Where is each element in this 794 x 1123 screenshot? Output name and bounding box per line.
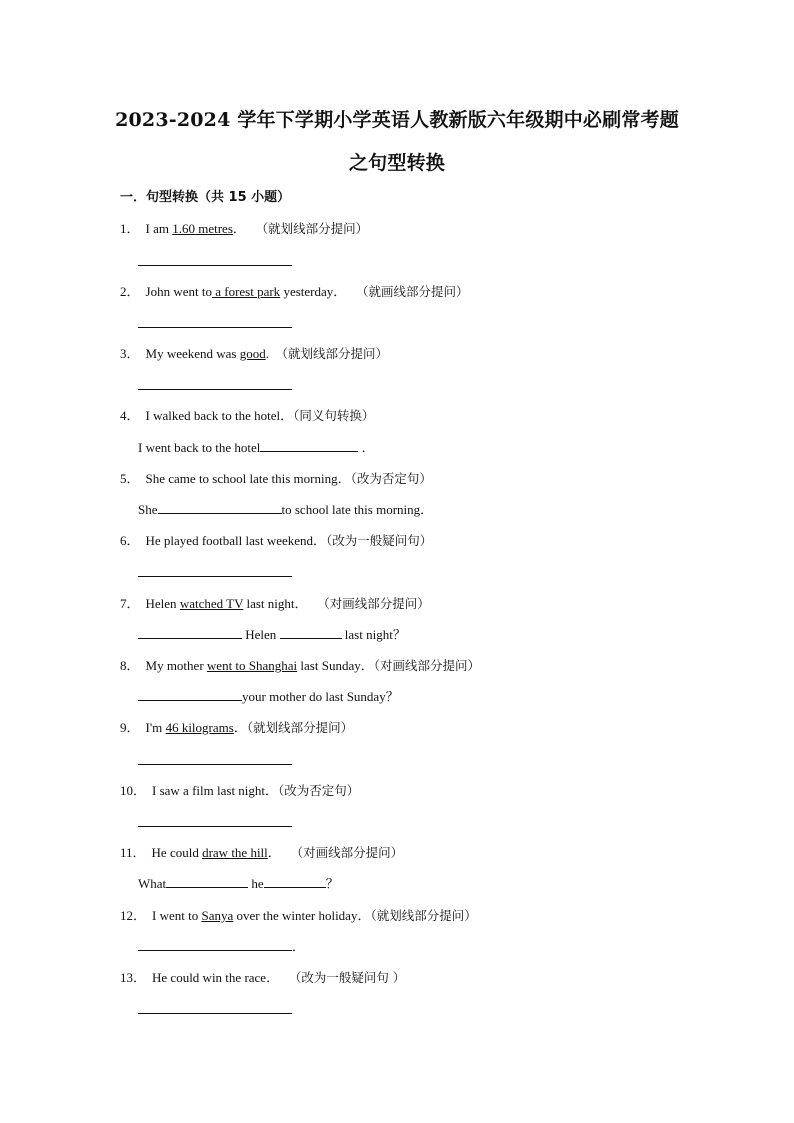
answer-middle: Helen (242, 627, 280, 642)
question-text-end: last Sunday． (297, 658, 374, 673)
question-text-end: over the winter holiday． (233, 908, 371, 923)
question-number: 6． (120, 533, 140, 548)
question-text-end: last night． (243, 596, 308, 611)
question-text: He could (151, 845, 203, 860)
answer-line-9[interactable] (138, 763, 292, 765)
question-12 (120, 905, 477, 924)
answer-line-1[interactable] (138, 264, 292, 266)
instruction: （对画线部分提问） (373, 658, 480, 673)
question-text: My mother (145, 658, 207, 673)
question-text: She came to school late this morning． (145, 471, 351, 486)
answer-line-6[interactable] (138, 575, 292, 577)
question-text: I walked back to the hotel． (145, 408, 294, 423)
question-text: He played football last weekend． (145, 533, 327, 548)
question-text-end: ． (232, 221, 246, 236)
answer-suffix: ？ (325, 876, 339, 891)
answer-blank-2[interactable] (264, 875, 326, 888)
question-number: 11． (120, 845, 146, 860)
underlined-phrase: good (239, 346, 266, 361)
answer-11 (138, 873, 339, 892)
answer-8 (138, 686, 399, 705)
underlined-phrase: went to Shanghai (206, 658, 298, 673)
answer-line-13[interactable] (138, 1012, 292, 1014)
underlined-phrase: watched TV (179, 596, 244, 611)
answer-4 (138, 437, 375, 456)
question-text: My weekend was (145, 346, 240, 361)
answer-line-3[interactable] (138, 388, 292, 390)
question-number: 10． (120, 783, 147, 798)
question-text-end: ． (233, 720, 247, 735)
answer-7 (138, 624, 406, 643)
question-number: 9． (120, 720, 140, 735)
answer-prefix: She (138, 502, 158, 517)
question-number: 12． (120, 908, 147, 923)
answer-12 (138, 936, 305, 955)
question-number: 13． (120, 970, 147, 985)
question-7 (120, 593, 430, 612)
question-13 (120, 967, 405, 986)
answer-blank[interactable] (158, 501, 282, 514)
document-title-line-2: 之句型转换 (348, 152, 445, 174)
instruction: （改为一般疑问句 ） (288, 970, 406, 985)
answer-blank[interactable] (138, 688, 242, 701)
answer-blank[interactable] (260, 439, 358, 452)
answer-suffix: ． (361, 440, 375, 455)
answer-blank[interactable] (138, 938, 292, 951)
answer-suffix: to school late this morning． (281, 502, 434, 517)
underlined-phrase: draw the hill (202, 845, 268, 860)
question-text: Helen (145, 596, 180, 611)
instruction: （同义句转换） (293, 408, 375, 423)
question-8 (120, 655, 480, 674)
question-text: I am (145, 221, 173, 236)
instruction: （就划线部分提问） (246, 720, 354, 735)
instruction: （对画线部分提问） (317, 596, 430, 611)
instruction: （改为否定句） (278, 783, 360, 798)
question-text: I'm (145, 720, 166, 735)
section-heading: 一．句型转换（共 15 小题） (120, 190, 291, 205)
question-text: I went to (152, 908, 202, 923)
answer-line-2[interactable] (138, 326, 292, 328)
question-1 (120, 218, 368, 237)
question-6 (120, 530, 432, 549)
underlined-phrase: 1.60 metres (172, 221, 233, 236)
instruction: （就划线部分提问） (255, 221, 369, 236)
question-text-end: ． (267, 845, 281, 860)
answer-5 (138, 499, 433, 518)
question-number: 4． (120, 408, 140, 423)
underlined-phrase: 46 kilograms (165, 720, 234, 735)
answer-suffix: last night？ (341, 627, 406, 642)
answer-middle: he (248, 876, 264, 891)
question-text-end: . (265, 346, 269, 361)
underlined-phrase: a forest park (211, 284, 281, 299)
question-text-end: yesterday． (280, 284, 347, 299)
document-title-line-1: 2023-2024 学年下学期小学英语人教新版六年级期中必刷常考题 (115, 109, 679, 131)
question-5 (120, 468, 432, 487)
instruction: （改为否定句） (350, 471, 432, 486)
question-11 (120, 842, 403, 861)
answer-blank-1[interactable] (166, 875, 248, 888)
question-number: 8． (120, 658, 140, 673)
question-2 (120, 281, 469, 300)
instruction: （就画线部分提问） (356, 284, 469, 299)
question-4 (120, 405, 374, 424)
answer-suffix: ． (292, 939, 306, 954)
question-text: I saw a film last night． (152, 783, 279, 798)
answer-prefix: I went back to the hotel (138, 440, 261, 455)
answer-suffix: your mother do last Sunday？ (242, 689, 399, 704)
question-number: 3． (120, 346, 140, 361)
answer-prefix: What (138, 876, 167, 891)
question-number: 7． (120, 596, 140, 611)
question-number: 5． (120, 471, 140, 486)
instruction: （就划线部分提问） (370, 908, 477, 923)
question-text: He could win the race． (152, 970, 280, 985)
underlined-phrase: Sanya (201, 908, 234, 923)
instruction: （改为一般疑问句） (326, 533, 433, 548)
question-number: 1． (120, 221, 140, 236)
answer-line-10[interactable] (138, 825, 292, 827)
answer-blank-1[interactable] (138, 626, 242, 639)
question-number: 2． (120, 284, 140, 299)
instruction: （对画线部分提问） (290, 845, 404, 860)
answer-blank-2[interactable] (280, 626, 342, 639)
question-text: John went to (145, 284, 212, 299)
question-9 (120, 717, 353, 736)
question-3 (120, 343, 388, 362)
instruction: （就划线部分提问） (275, 346, 389, 361)
question-10 (120, 780, 359, 799)
